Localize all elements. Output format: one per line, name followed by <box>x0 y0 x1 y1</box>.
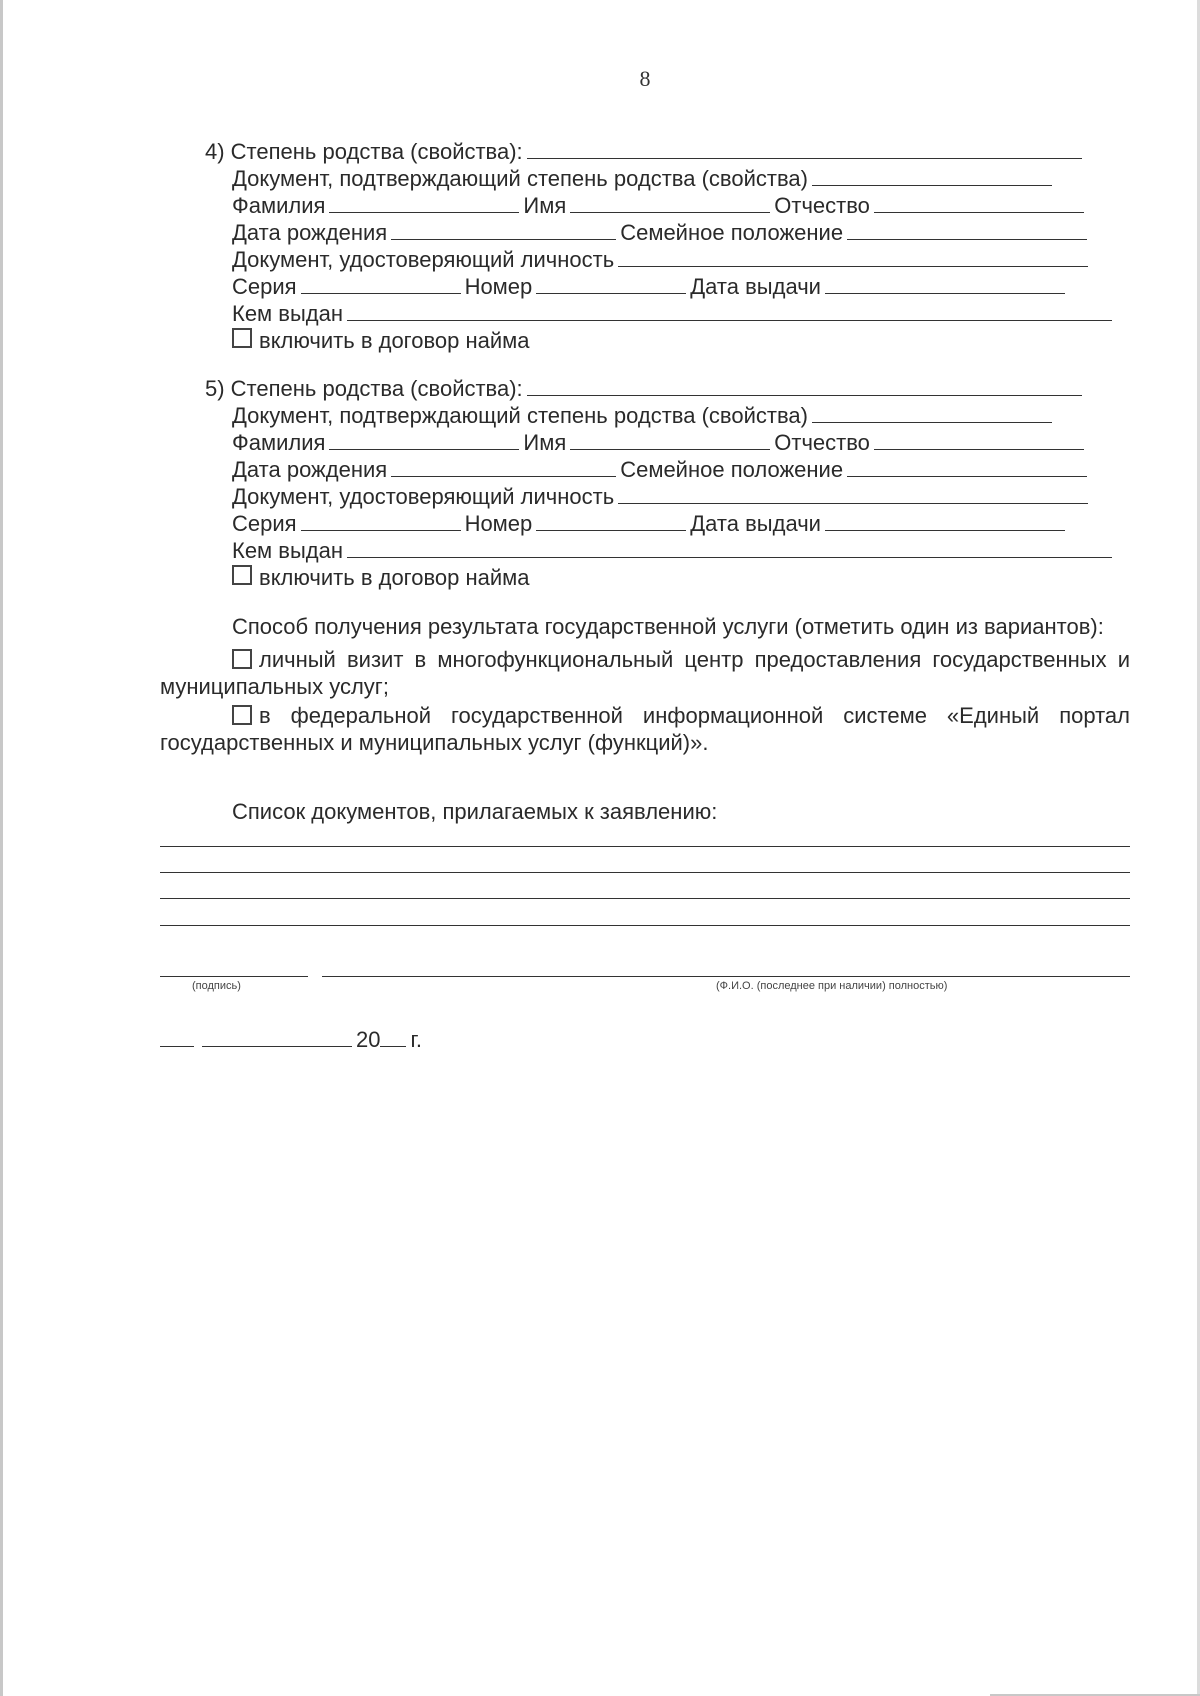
marital-status-label: Семейное положение <box>620 457 844 482</box>
documents-line[interactable] <box>160 846 1130 847</box>
marital-status-field[interactable] <box>847 219 1087 240</box>
result-method-section <box>160 613 1130 756</box>
number-label: Номер <box>464 274 533 299</box>
personal-visit-checkbox[interactable] <box>232 649 252 669</box>
series-field[interactable] <box>301 273 461 294</box>
documents-list-row <box>232 798 717 825</box>
documents-list-label: Список документов, прилагаемых к заявлению: <box>232 799 718 824</box>
name-field[interactable] <box>570 192 770 213</box>
page-number: 8 <box>639 66 651 91</box>
day-field[interactable] <box>160 1026 194 1047</box>
personal-visit-label: личный визит в многофункциональный центр предоставления государственных и муниципальных услуг; <box>160 647 1130 699</box>
birth-date-field[interactable] <box>391 219 616 240</box>
series-field[interactable] <box>301 510 461 531</box>
relation-doc-label: Документ, подтверждающий степень родства (свойства) <box>232 166 808 191</box>
date-line <box>160 1026 422 1053</box>
issued-by-label: Кем выдан <box>232 301 344 326</box>
include-in-contract-label: включить в договор найма <box>259 328 530 353</box>
birth-date-field[interactable] <box>391 456 616 477</box>
signature-caption: (подпись) <box>192 980 241 992</box>
patronymic-field[interactable] <box>874 429 1084 450</box>
full-name-field[interactable] <box>322 976 1130 977</box>
birth-date-label: Дата рождения <box>232 457 388 482</box>
patronymic-label: Отчество <box>774 193 870 218</box>
year-field[interactable] <box>380 1026 406 1047</box>
relation-field[interactable] <box>527 375 1082 396</box>
documents-line[interactable] <box>160 872 1130 873</box>
name-field[interactable] <box>570 429 770 450</box>
number-field[interactable] <box>536 510 686 531</box>
id-document-label: Документ, удостоверяющий личность <box>232 247 615 272</box>
id-document-label: Документ, удостоверяющий личность <box>232 484 615 509</box>
issue-date-field[interactable] <box>825 510 1065 531</box>
number-label: Номер <box>464 511 533 536</box>
series-label: Серия <box>232 511 297 536</box>
marital-status-label: Семейное положение <box>620 220 844 245</box>
month-field[interactable] <box>202 1026 352 1047</box>
include-in-contract-label: включить в договор найма <box>259 565 530 590</box>
issued-by-field[interactable] <box>347 300 1112 321</box>
relation-doc-field[interactable] <box>812 402 1052 423</box>
patronymic-field[interactable] <box>874 192 1084 213</box>
birth-date-label: Дата рождения <box>232 220 388 245</box>
portal-checkbox[interactable] <box>232 705 252 725</box>
include-in-contract-checkbox[interactable] <box>232 328 252 348</box>
issued-by-field[interactable] <box>347 537 1112 558</box>
name-label: Имя <box>523 430 567 455</box>
name-label: Имя <box>523 193 567 218</box>
surname-field[interactable] <box>329 429 519 450</box>
issued-by-label: Кем выдан <box>232 538 344 563</box>
relation-doc-label: Документ, подтверждающий степень родства (свойства) <box>232 403 808 428</box>
relation-field[interactable] <box>527 138 1082 159</box>
marital-status-field[interactable] <box>847 456 1087 477</box>
patronymic-label: Отчество <box>774 430 870 455</box>
result-method-intro: Способ получения результата государственной услуги (отметить один из вариантов): <box>232 614 1104 639</box>
series-label: Серия <box>232 274 297 299</box>
page-left-edge <box>0 0 3 1696</box>
portal-label: в федеральной государственной информационной системе «Единый портал государственных и муниципальных услуг (функций)». <box>160 703 1130 755</box>
issue-date-label: Дата выдачи <box>690 511 821 536</box>
signature-field[interactable] <box>160 976 308 977</box>
surname-label: Фамилия <box>232 193 326 218</box>
number-field[interactable] <box>536 273 686 294</box>
relation-label: 5) Степень родства (свойства): <box>205 376 523 401</box>
relation-doc-field[interactable] <box>812 165 1052 186</box>
id-document-field[interactable] <box>618 246 1088 267</box>
year-suffix: г. <box>410 1027 422 1052</box>
year-prefix: 20 <box>356 1027 381 1052</box>
documents-line[interactable] <box>160 898 1130 899</box>
surname-label: Фамилия <box>232 430 326 455</box>
full-name-caption: (Ф.И.О. (последнее при наличии) полностью) <box>716 980 948 992</box>
issue-date-label: Дата выдачи <box>690 274 821 299</box>
issue-date-field[interactable] <box>825 273 1065 294</box>
option-portal <box>160 702 1130 756</box>
relation-label: 4) Степень родства (свойства): <box>205 139 523 164</box>
documents-line[interactable] <box>160 925 1130 926</box>
include-in-contract-checkbox[interactable] <box>232 565 252 585</box>
option-personal-visit <box>160 646 1130 700</box>
surname-field[interactable] <box>329 192 519 213</box>
id-document-field[interactable] <box>618 483 1088 504</box>
